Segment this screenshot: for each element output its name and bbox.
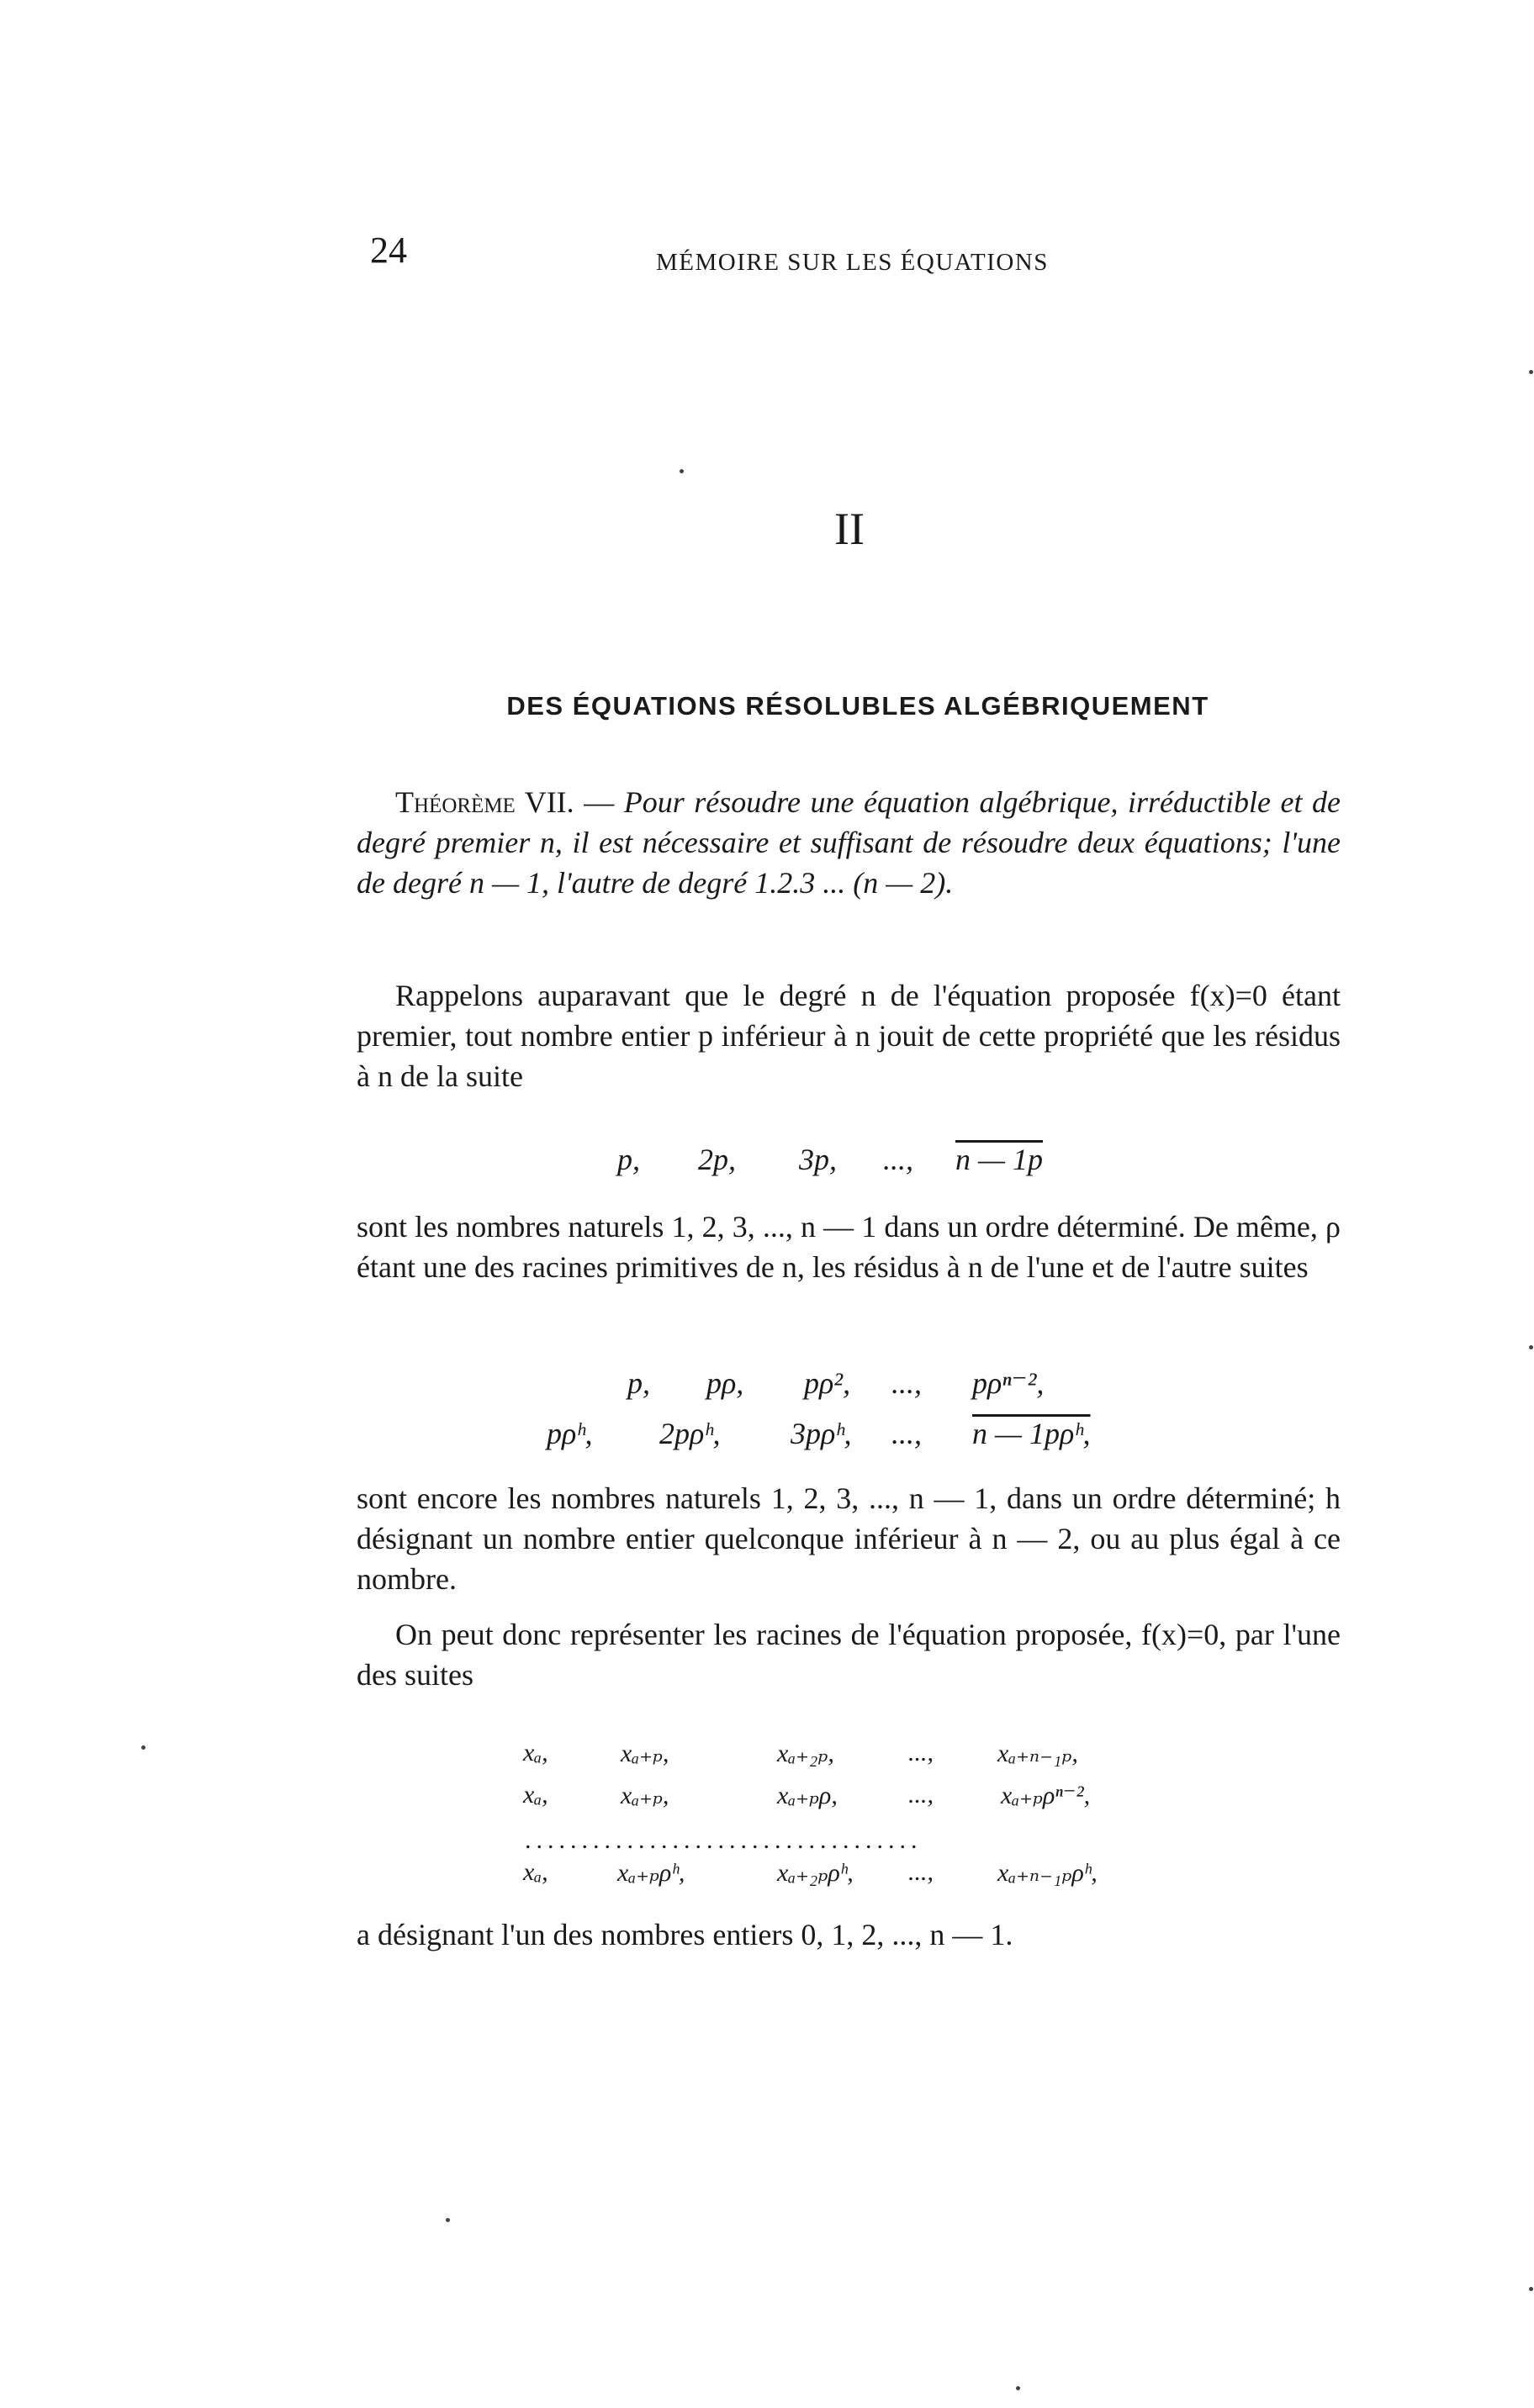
array-term: xₐ₊ₙ₋₁ₚ, xyxy=(997,1740,1078,1767)
scan-speck xyxy=(1016,2386,1020,2390)
scan-speck xyxy=(1529,370,1533,374)
scan-speck xyxy=(680,469,684,473)
formula-term: ..., xyxy=(883,1143,913,1176)
array-term: xₐ₊ₚρⁿ⁻², xyxy=(1001,1782,1091,1809)
roots-array-row-3 xyxy=(0,1858,1534,1895)
scan-speck xyxy=(141,1745,145,1750)
formula-sequence-p xyxy=(0,1142,1534,1184)
formula-term: pρⁿ⁻², xyxy=(972,1366,1045,1400)
running-title: MÉMOIRE SUR LES ÉQUATIONS xyxy=(656,249,1049,276)
formula-term: pρ², xyxy=(804,1366,851,1400)
formula-term: n — 1pρʰ, xyxy=(972,1417,1091,1450)
roots-array-row-1 xyxy=(0,1739,1534,1776)
formula-term: pρ, xyxy=(706,1366,744,1400)
theorem-dash: — xyxy=(574,785,624,819)
formula-term: 3pρʰ, xyxy=(791,1417,852,1450)
scan-speck xyxy=(1529,1345,1533,1349)
formula-term: 3p, xyxy=(799,1143,837,1176)
page-number: 24 xyxy=(370,230,407,271)
scan-speck xyxy=(446,2218,450,2222)
array-term: ..., xyxy=(908,1781,934,1809)
roots-array-ellipsis-row: ................................... xyxy=(525,1826,923,1854)
array-term: xₐ₊₂ₚ, xyxy=(777,1740,834,1767)
formula-term: p, xyxy=(627,1366,650,1400)
formula-term: pρʰ, xyxy=(547,1417,593,1450)
array-term: ..., xyxy=(908,1739,934,1766)
formula-residues-row-2 xyxy=(0,1416,1534,1458)
array-term: ..., xyxy=(908,1858,934,1886)
paragraph-4: On peut donc représenter les racines de l'équation proposée, f(x)=0, par l'une des suites xyxy=(357,1618,1341,1692)
array-term: xₐ₊₂ₚρʰ, xyxy=(777,1859,854,1887)
array-term: xₐ, xyxy=(523,1858,548,1886)
formula-term: n — 1p xyxy=(955,1143,1044,1176)
roots-array-row-2 xyxy=(0,1781,1534,1818)
formula-term: ..., xyxy=(891,1366,922,1400)
scan-speck xyxy=(1529,2287,1533,2291)
array-term: xₐ₊ₙ₋₁ₚρʰ, xyxy=(997,1859,1098,1887)
formula-term: 2pρʰ, xyxy=(659,1417,721,1450)
theorem-statement: Pour résoudre une équation algébrique, irréductible et de degré premier n, il est nécessaire et suffisant de résoudre deux équations; l'une de degré n — 1, l'autre de degré 1.2.3 ... (n — 2). xyxy=(357,785,1341,900)
array-term: xₐ₊ₚρʰ, xyxy=(617,1859,685,1887)
paragraph-5: a désignant l'un des nombres entiers 0, 1, 2, ..., n — 1. xyxy=(357,1918,1013,1951)
formula-residues-row-1 xyxy=(0,1365,1534,1407)
theorem-paragraph xyxy=(357,782,1341,903)
formula-term: 2p, xyxy=(698,1143,736,1176)
paragraph-2: sont les nombres naturels 1, 2, 3, ..., n — 1 dans un ordre déterminé. De même, ρ étant une des racines primitives de n, les résidus à n de l'une et de l'autre suites xyxy=(357,1210,1341,1284)
formula-term: ..., xyxy=(891,1417,922,1450)
formula-term: p, xyxy=(617,1143,640,1176)
section-title: DES ÉQUATIONS RÉSOLUBLES ALGÉBRIQUEMENT xyxy=(506,691,1209,721)
section-numeral: II xyxy=(834,504,865,554)
paragraph-3: sont encore les nombres naturels 1, 2, 3, ..., n — 1, dans un ordre déterminé; h désignant un nombre entier quelconque inférieur à n — 2, ou au plus égal à ce nombre. xyxy=(357,1481,1341,1596)
array-term: xₐ, xyxy=(523,1781,548,1809)
array-term: xₐ₊ₚρ, xyxy=(777,1782,838,1809)
array-term: xₐ₊ₚ, xyxy=(621,1782,669,1809)
theorem-label: Théorème VII. xyxy=(395,785,574,819)
array-term: xₐ, xyxy=(523,1739,548,1766)
paragraph-1: Rappelons auparavant que le degré n de l'équation proposée f(x)=0 étant premier, tout nombre entier p inférieur à n jouit de cette propriété que les résidus à n de la suite xyxy=(357,979,1341,1093)
array-term: xₐ₊ₚ, xyxy=(621,1740,669,1767)
